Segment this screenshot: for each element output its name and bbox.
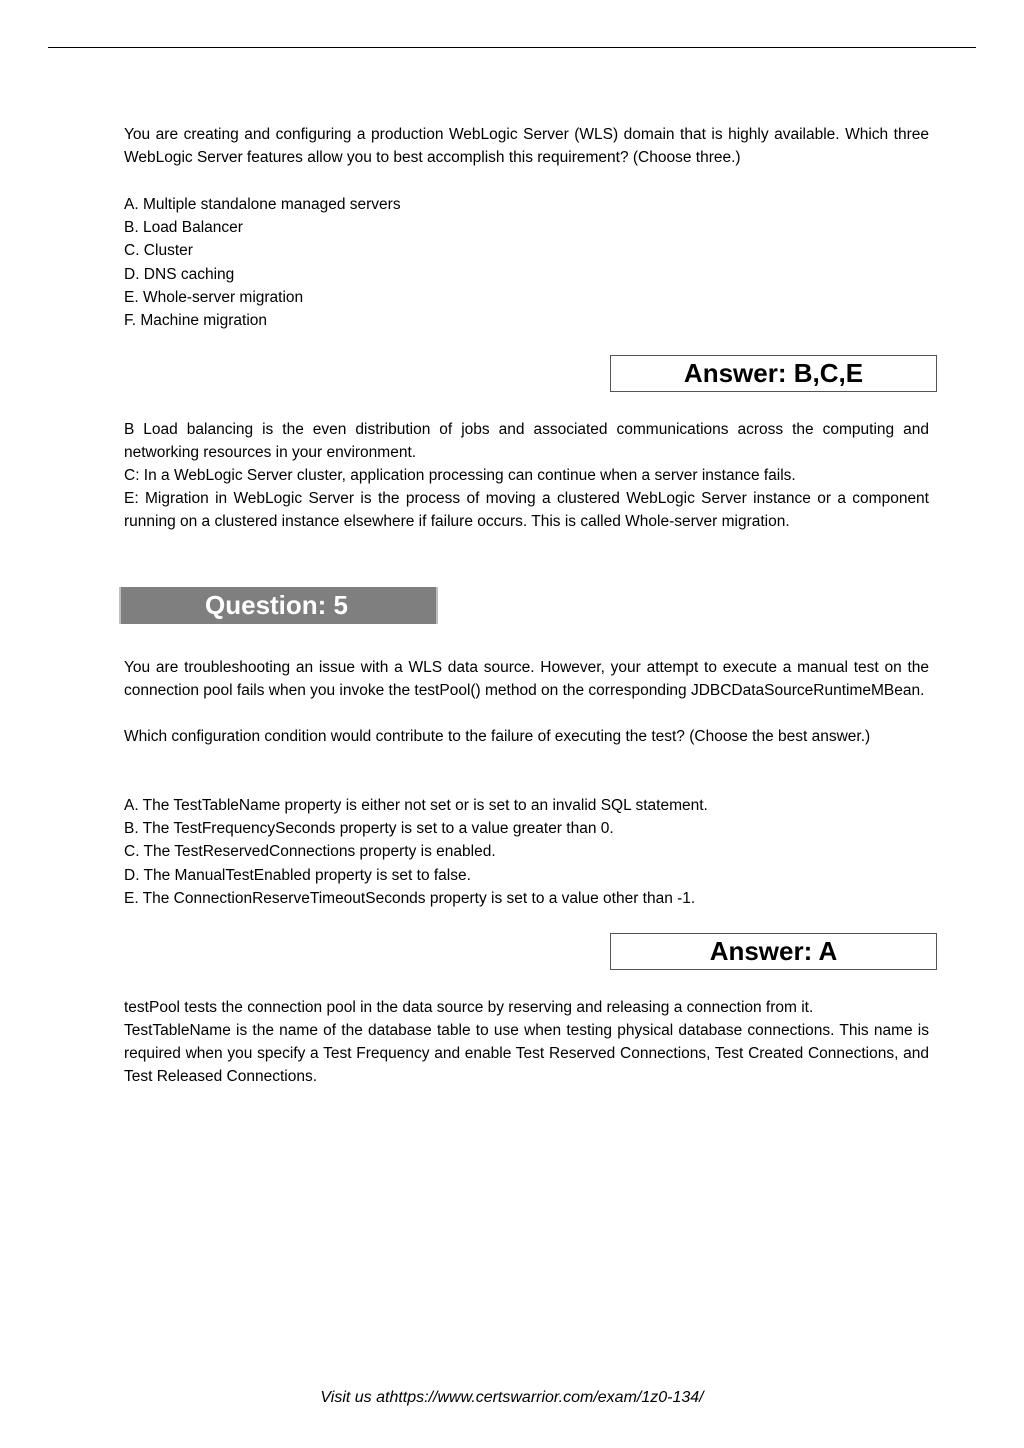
explanation-q4-c: C: In a WebLogic Server cluster, application processing can continue when a server instance fails. <box>124 467 796 484</box>
option-e: E. Whole-server migration <box>124 288 304 306</box>
option-c: C. The TestReservedConnections property is enabled. <box>124 843 496 861</box>
explanation-q4-e: E: Migration in WebLogic Server is the process of moving a clustered WebLogic Server instance or a component running on a clustered instance elsewhere if failure occurs. This is called Whole-server migration. <box>124 490 929 531</box>
answer-text-q4: Answer: B,C,E <box>683 358 864 388</box>
header-rule <box>48 47 976 48</box>
question-5-heading <box>119 587 438 624</box>
option-a: A. The TestTableName property is either not set or is set to an invalid SQL statement. <box>124 797 708 814</box>
option-a: A. Multiple standalone managed servers <box>124 196 401 213</box>
option-b: B. Load Balancer <box>124 219 243 237</box>
footer-link[interactable]: Visit us athttps://www.certswarrior.com/exam/1z0-134/ <box>320 1389 704 1406</box>
option-b: B. The TestFrequencySeconds property is set to a value greater than 0. <box>124 820 614 838</box>
question-4-options <box>124 193 401 332</box>
explanation-q4-b: B Load balancing is the even distribution of jobs and associated communications across the computing and networking resources in your environment. <box>124 421 929 462</box>
question-4-text: You are creating and configuring a production WebLogic Server (WLS) domain that is highly available. Which three WebLogic Server features allow you to best accomplish this requirement? (Choose three.) <box>124 126 929 167</box>
explanation-q5-1: testPool tests the connection pool in the data source by reserving and releasing a connection from it. <box>124 999 814 1016</box>
answer-text-q5: Answer: A <box>709 936 838 966</box>
question-5-title: Question: 5 <box>205 590 349 620</box>
option-d: D. The ManualTestEnabled property is set to false. <box>124 866 471 884</box>
option-c: C. Cluster <box>124 242 193 260</box>
answer-box-q5 <box>610 933 937 970</box>
question-5-text-2: Which configuration condition would contribute to the failure of executing the test? (Choose the best answer.) <box>124 728 871 745</box>
option-e: E. The ConnectionReserveTimeoutSeconds property is set to a value other than -1. <box>124 889 696 907</box>
explanation-q5-2: TestTableName is the name of the database table to use when testing physical database connections. This name is required when you specify a Test Frequency and enable Test Reserved Connections, Test Created Connections, and Test Released Connections. <box>124 1022 929 1086</box>
option-f: F. Machine migration <box>124 312 268 330</box>
question-5-text-1: You are troubleshooting an issue with a WLS data source. However, your attempt to execute a manual test on the connection pool fails when you invoke the testPool() method on the corresponding JDBCDataSourceRuntimeMBean. <box>124 659 929 700</box>
option-d: D. DNS caching <box>124 265 235 283</box>
question-5-options <box>124 794 708 910</box>
answer-box-q4 <box>610 355 937 392</box>
